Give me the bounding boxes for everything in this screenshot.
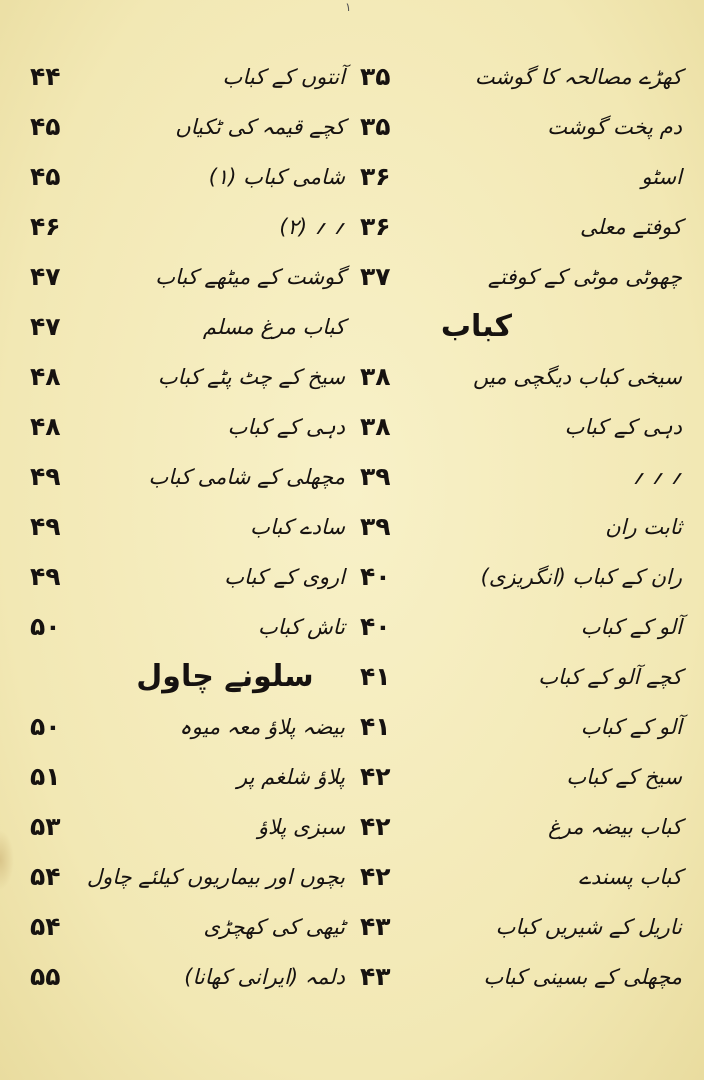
right-entry-page: ۴۳ <box>360 962 391 991</box>
right-entry-title: آلو کے کباب <box>580 615 682 639</box>
right-entry-page: ۳۸ <box>360 412 391 441</box>
right-column-titles <box>432 52 682 1002</box>
right-entry-page: ۳۹ <box>360 462 391 491</box>
right-entry-page: ۳۸ <box>360 362 391 391</box>
left-entry-page: ۴۵ <box>30 112 61 141</box>
left-entry-page: ۴۹ <box>30 462 61 491</box>
left-entry-page: ۵۰ <box>30 712 61 741</box>
right-entry-page: ۳۹ <box>360 512 391 541</box>
left-entry-title: پلاؤ شلغم پر <box>237 765 345 789</box>
right-entry-title: ؍ ؍ ؍ <box>631 465 682 489</box>
right-entry-page: ۳۵ <box>360 62 391 91</box>
right-entry-page: ۳۶ <box>360 162 391 191</box>
left-entry-title: اروی کے کباب <box>224 565 345 589</box>
right-entry-title: ثابت ران <box>605 515 682 539</box>
left-entry-title: ٹیھی کی کھچڑی <box>203 915 345 939</box>
left-entry-title: دلمہ (ایرانی کھانا) <box>184 965 345 989</box>
left-section-heading: سلونے چاول <box>136 659 314 694</box>
left-entry-title: بچوں اور بیماریوں کیلئے چاول <box>86 865 345 889</box>
left-column-pages <box>30 52 110 1002</box>
left-entry-page: ۵۴ <box>30 912 61 941</box>
right-entry-page: ۴۲ <box>360 862 391 891</box>
right-entry-title: چھوٹی موٹی کے کوفتے <box>487 265 682 289</box>
left-entry-title: سبزی پلاؤ <box>257 815 345 839</box>
left-entry-title: سادے کباب <box>250 515 345 539</box>
right-entry-title: کباب بیضہ مرغ <box>548 815 682 839</box>
left-entry-page: ۴۵ <box>30 162 61 191</box>
left-entry-title: بیضہ پلاؤ معہ میوہ <box>179 715 345 739</box>
right-entry-page: ۴۰ <box>360 612 391 641</box>
left-entry-page: ۴۹ <box>30 562 61 591</box>
right-entry-page: ۴۲ <box>360 812 391 841</box>
left-entry-page: ۴۸ <box>30 412 61 441</box>
right-entry-page <box>360 302 430 352</box>
right-entry-page: ۴۳ <box>360 912 391 941</box>
right-entry-title: سیخ کے کباب <box>566 765 682 789</box>
left-entry-title: دہی کے کباب <box>227 415 345 439</box>
right-entry-title: دہی کے کباب <box>564 415 682 439</box>
left-entry-title: شامی کباب (۱) <box>208 165 345 189</box>
right-entry-title: کوفتے معلی <box>579 215 682 239</box>
left-entry-title: کباب مرغ مسلم <box>202 315 345 339</box>
right-entry-page: ۴۲ <box>360 762 391 791</box>
left-entry-page: ۴۹ <box>30 512 61 541</box>
left-entry-page: ۵۵ <box>30 962 61 991</box>
left-entry-page: ۵۱ <box>30 762 61 791</box>
right-entry-page: ۳۶ <box>360 212 391 241</box>
left-entry-title: تاش کباب <box>257 615 345 639</box>
right-entry-title: اسٹو <box>641 165 682 189</box>
left-column-titles <box>86 52 345 1002</box>
left-entry-page <box>30 652 110 702</box>
right-section-heading: کباب <box>440 309 512 344</box>
left-entry-page: ۴۸ <box>30 362 61 391</box>
left-entry-page: ۴۷ <box>30 312 61 341</box>
paper-stain <box>0 830 14 890</box>
right-entry-page: ۴۱ <box>360 662 391 691</box>
right-entry-title: کباب پسندے <box>578 865 682 889</box>
left-entry-page: ۴۶ <box>30 212 61 241</box>
right-entry-title: مچھلی کے بسینی کباب <box>483 965 682 989</box>
right-column-pages <box>360 52 430 1002</box>
left-entry-title: سیخ کے چٹ پٹے کباب <box>157 365 345 389</box>
left-entry-page: ۵۰ <box>30 612 61 641</box>
left-entry-title: مچھلی کے شامی کباب <box>148 465 345 489</box>
left-entry-title: آنتوں کے کباب <box>222 65 345 89</box>
left-entry-title: کچے قیمہ کی ٹکیاں <box>175 115 345 139</box>
right-entry-title: ران کے کباب (انگریزی) <box>480 565 682 589</box>
left-entry-page: ۵۳ <box>30 812 61 841</box>
right-entry-title: آلو کے کباب <box>580 715 682 739</box>
left-entry-page: ۴۴ <box>30 62 61 91</box>
right-entry-title: کچے آلو کے کباب <box>538 665 682 689</box>
left-entry-page: ۵۴ <box>30 862 61 891</box>
right-entry-title: سیخی کباب دیگچی میں <box>473 365 682 389</box>
left-entry-title: ؍ ؍ (۲) <box>279 215 345 239</box>
right-entry-page: ۳۵ <box>360 112 391 141</box>
right-entry-page: ۴۱ <box>360 712 391 741</box>
right-entry-title: کھڑے مصالحہ کا گوشت <box>474 65 682 89</box>
right-entry-title: ناریل کے شیریں کباب <box>495 915 682 939</box>
right-entry-page: ۳۷ <box>360 262 391 291</box>
left-entry-title: گوشت کے میٹھے کباب <box>155 265 345 289</box>
left-entry-page: ۴۷ <box>30 262 61 291</box>
page-mark: ۱ <box>345 0 352 14</box>
right-entry-title: دم پخت گوشت <box>547 115 682 139</box>
right-entry-page: ۴۰ <box>360 562 391 591</box>
